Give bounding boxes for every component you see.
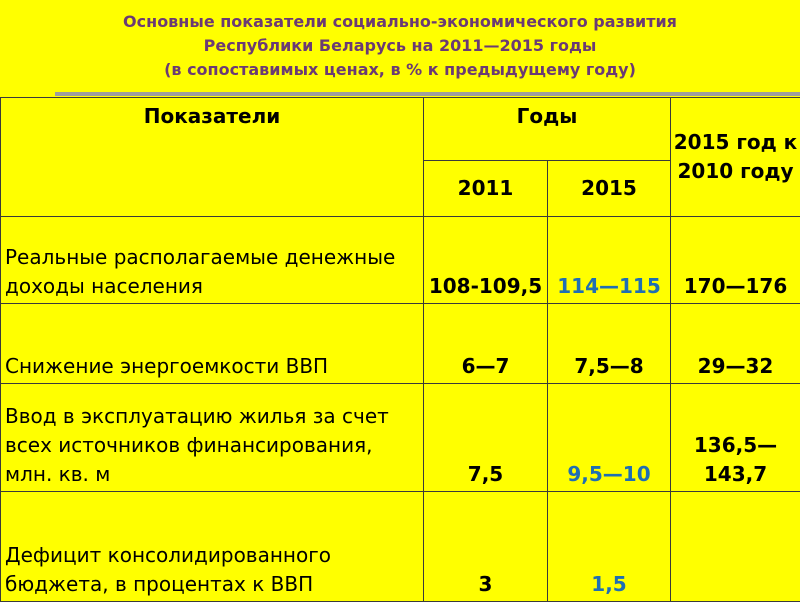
header-year-2011: 2011 (424, 161, 548, 217)
value-total: 136,5—143,7 (671, 384, 800, 492)
row-label: Ввод в эксплуатацию жилья за счет всех источников финансирования, млн. кв. м (1, 384, 424, 492)
table-row (1, 384, 800, 492)
value-2011: 7,5 (424, 384, 548, 492)
title-line-1: Основные показатели социально-экономического развития (0, 10, 800, 34)
table-row (1, 217, 800, 304)
title-line-2: Республики Беларусь на 2011—2015 годы (0, 34, 800, 58)
value-total (671, 492, 800, 602)
value-total: 29—32 (671, 304, 800, 384)
value-2015: 7,5—8 (548, 304, 671, 384)
header-indicators: Показатели (1, 98, 424, 217)
header-row (1, 98, 800, 161)
header-years: Годы (424, 98, 671, 161)
indicators-table (0, 97, 800, 602)
value-2015: 114—115 (548, 217, 671, 304)
table-row (1, 492, 800, 602)
table-row (1, 304, 800, 384)
title-divider (55, 92, 800, 96)
value-2011: 108-109,5 (424, 217, 548, 304)
title-line-3: (в сопоставимых ценах, в % к предыдущему году) (0, 58, 800, 82)
value-2011: 3 (424, 492, 548, 602)
row-label: Дефицит консолидированного бюджета, в процентах к ВВП (1, 492, 424, 602)
page-title (0, 10, 800, 82)
row-label: Снижение энергоемкости ВВП (1, 304, 424, 384)
value-2015: 1,5 (548, 492, 671, 602)
value-2011: 6—7 (424, 304, 548, 384)
header-total: 2015 год к 2010 году (671, 98, 800, 217)
row-label: Реальные располагаемые денежные доходы населения (1, 217, 424, 304)
value-2015: 9,5—10 (548, 384, 671, 492)
value-total: 170—176 (671, 217, 800, 304)
header-year-2015: 2015 (548, 161, 671, 217)
